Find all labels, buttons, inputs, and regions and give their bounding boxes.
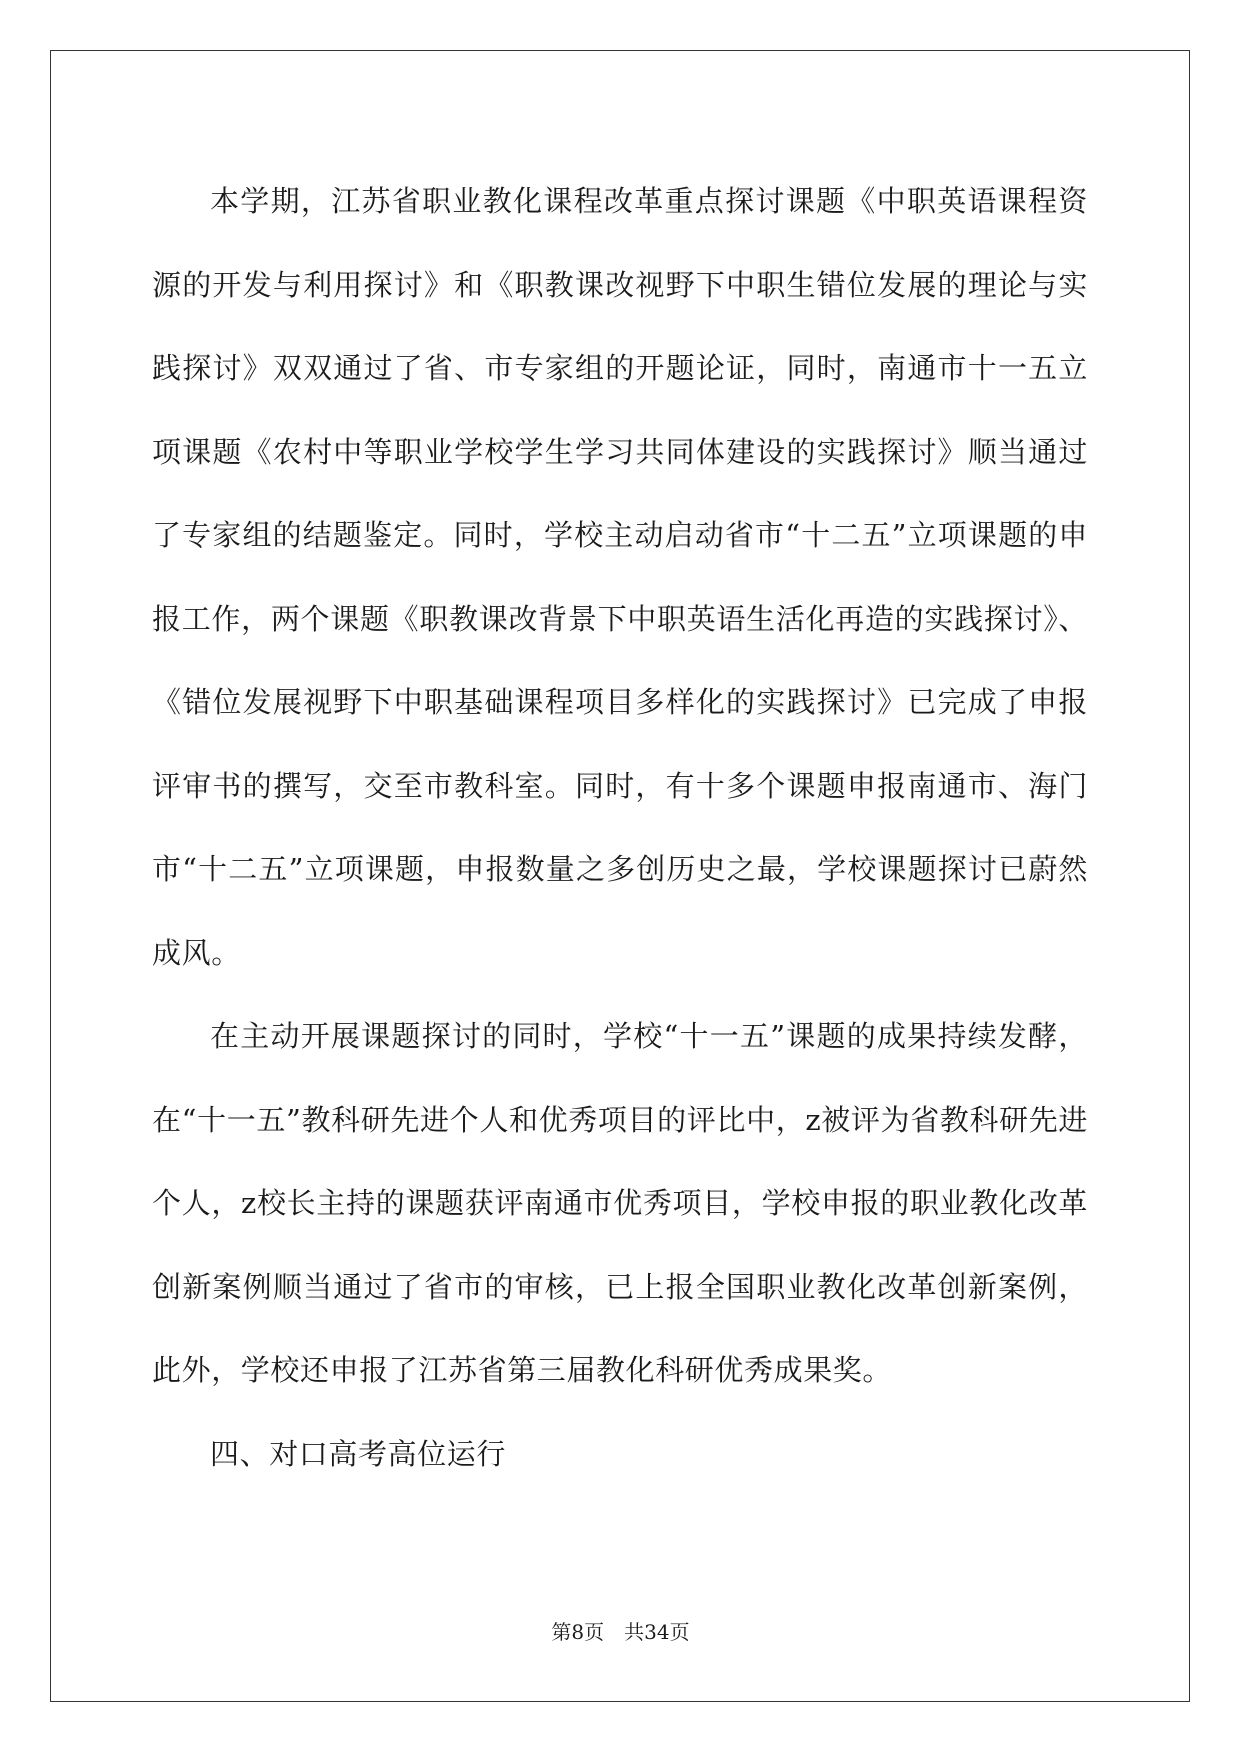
document-body	[152, 160, 1088, 1496]
paragraph-research-results: 在主动开展课题探讨的同时，学校“十一五”课题的成果持续发酵，在“十一五”教科研先进个人和优秀项目的评比中，z被评为省教科研先进个人，z校长主持的课题获评南通市优秀项目，学校申报的职业教化改革创新案例顺当通过了省市的审核，已上报全国职业教化改革创新案例，此外，学校还申报了江苏省第三届教化科研优秀成果奖。	[152, 1019, 1088, 1387]
section-heading: 四、对口高考高位运行	[210, 1436, 507, 1471]
paragraph-research-projects: 本学期，江苏省职业教化课程改革重点探讨课题《中职英语课程资源的开发与利用探讨》和《职教课改视野下中职生错位发展的理论与实践探讨》双双通过了省、市专家组的开题论证，同时，南通市十一五立项课题《农村中等职业学校学生学习共同体建设的实践探讨》顺当通过了专家组的结题鉴定。同时，学校主动启动省市“十二五”立项课题的申报工作，两个课题《职教课改背景下中职英语生活化再造的实践探讨》、《错位发展视野下中职基础课程项目多样化的实践探讨》已完成了申报评审书的撰写，交至市教科室。同时，有十多个课题申报南通市、海门市“十二五”立项课题，申报数量之多创历史之最，学校课题探讨已蔚然成风。	[152, 184, 1088, 970]
page-number: 第8页	[551, 1620, 605, 1644]
page-footer	[0, 1620, 1241, 1644]
page-total: 共34页	[624, 1620, 690, 1644]
